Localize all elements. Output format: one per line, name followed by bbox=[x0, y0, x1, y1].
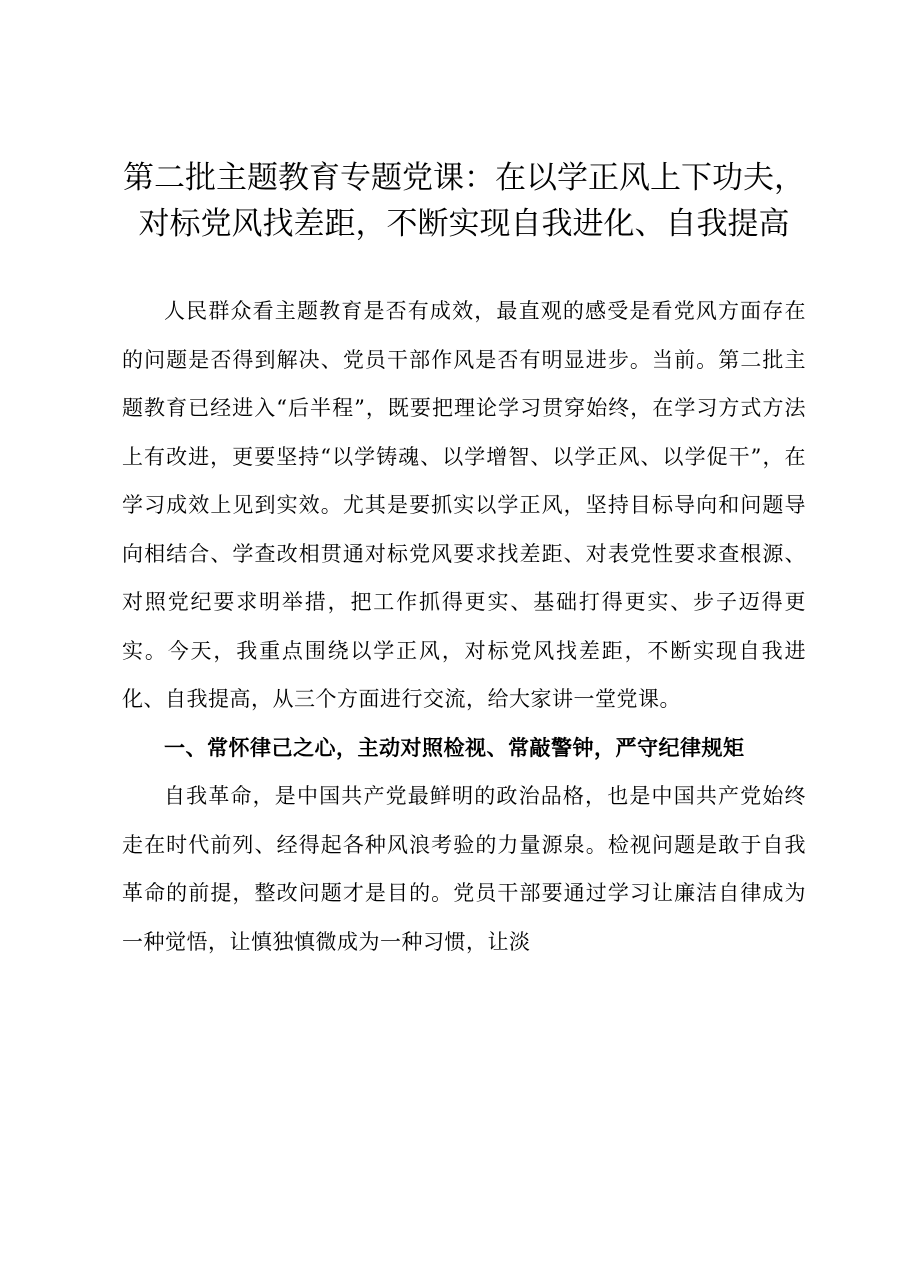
section-paragraph: 自我革命，是中国共产党最鲜明的政治品格，也是中国共产党始终走在时代前列、经得起各种风浪考验的力量源泉。检视问题是敢于自我革命的前提，整改问题才是目的。党员干部要通过学习让廉洁自律成为一种觉悟，让慎独慎微成为一种习惯，让淡 bbox=[122, 784, 806, 954]
intro-paragraph: 人民群众看主题教育是否有成效，最直观的感受是看党风方面存在的问题是否得到解决、党员干部作风是否有明显进步。当前。第二批主题教育已经进入“后半程”，既要把理论学习贯穿始终，在学习方式方法上有改进，更要坚持“以学铸魂、以学增智、以学正风、以学促干”，在学习成效上见到实效。尤其是要抓实以学正风，坚持目标导向和问题导向相结合、学查改相贯通对标党风要求找差距、对表党性要求查根源、对照党纪要求明举措，把工作抓得更实、基础打得更实、步子迈得更实。今天，我重点围绕以学正风，对标党风找差距，不断实现自我进化、自我提高，从三个方面进行交流，给大家讲一堂党课。 bbox=[122, 299, 806, 711]
document-title: 第二批主题教育专题党课：在以学正风上下功夫，对标党风找差距，不断实现自我进化、自我提高 bbox=[123, 160, 805, 242]
section-heading: 一、常怀律己之心，主动对照检视、常敲警钟，严守纪律规矩 bbox=[164, 735, 745, 760]
